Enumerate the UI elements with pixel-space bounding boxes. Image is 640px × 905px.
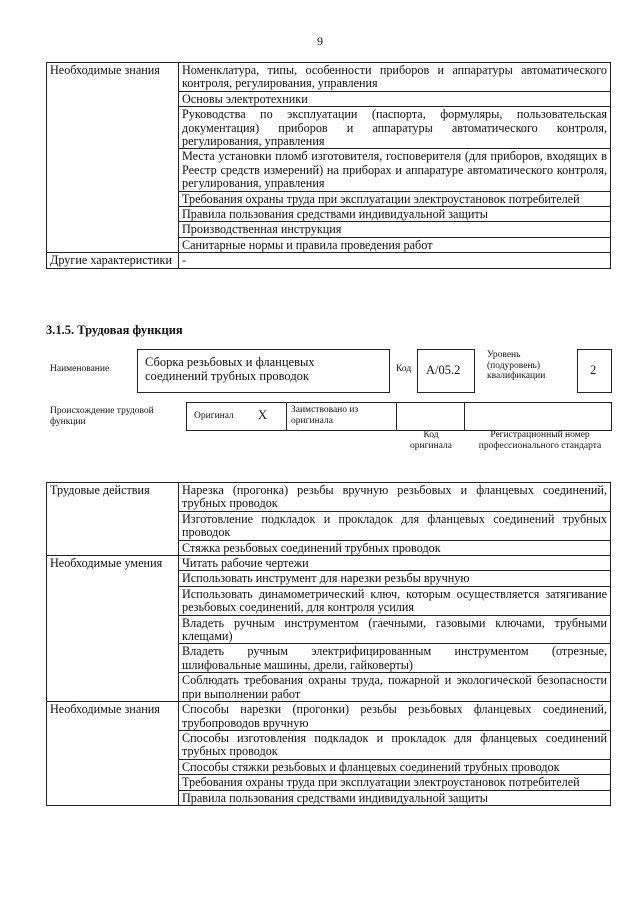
page-number: 9	[317, 34, 323, 48]
code-caption: Код оригинала	[410, 430, 452, 451]
level-box	[577, 349, 612, 393]
row-item: Номенклатура, типы, особенности приборов и аппаратуры автоматического контроля, регулирования, управления	[179, 63, 611, 92]
row-label: Другие характеристики	[47, 253, 179, 268]
table-row	[47, 63, 611, 92]
name-value: Сборка резьбовых и фланцевых соединений трубных проводок	[145, 355, 315, 383]
reg-caption: Регистрационный номер профессионального стандарта	[478, 430, 602, 451]
table-row	[47, 483, 611, 512]
row-item: Санитарные нормы и правила проведения работ	[179, 237, 611, 252]
function-table	[46, 482, 611, 806]
row-label: Необходимые знания	[47, 702, 179, 806]
table-row	[47, 253, 611, 268]
divider	[286, 402, 287, 430]
row-item: Места установки пломб изготовителя, госповерителя (для приборов, входящих в Реестр средств измерений) на приборах и аппаратуре автоматического контроля, регулирования, управления	[179, 149, 611, 191]
row-item: Производственная инструкция	[179, 222, 611, 237]
divider	[396, 402, 397, 430]
row-item: Способы нарезки (прогонки) резьбы резьбовых фланцевых соединений, трубопроводов вручную	[179, 702, 611, 731]
row-item: Изготовление подкладок и прокладок для фланцевых соединений трубных проводок	[179, 511, 611, 540]
name-label: Наименование	[50, 364, 110, 374]
row-item: Соблюдать требования охраны труда, пожарной и экологической безопасности при выполнении работ	[179, 673, 611, 702]
borrowed-label: Заимствовано из оригинала	[291, 405, 359, 426]
row-item: Владеть ручным электрифицированным инструментом (отрезные, шлифовальные машины, дрели, гайковерты)	[179, 644, 611, 673]
row-label: Трудовые действия	[47, 483, 179, 556]
table-row	[47, 702, 611, 731]
code-value: А/05.2	[426, 363, 461, 377]
code-box	[417, 349, 475, 393]
row-item: Читать рабочие чертежи	[179, 556, 611, 571]
original-mark: X	[258, 408, 268, 422]
name-box	[137, 349, 390, 393]
row-item: Способы стяжки резьбовых и фланцевых соединений трубных проводок	[179, 759, 611, 774]
code-label: Код	[396, 364, 412, 374]
row-label: Необходимые знания	[47, 63, 179, 253]
row-item: Использовать динамометрический ключ, которым осуществляется затягивание резьбовых соединений, для контроля усилия	[179, 586, 611, 615]
row-item: Использовать инструмент для нарезки резьбы вручную	[179, 571, 611, 586]
origin-box	[186, 402, 612, 431]
row-item: Правила пользования средствами индивидуальной защиты	[179, 207, 611, 222]
row-label: Необходимые умения	[47, 556, 179, 702]
row-item: Требования охраны труда при эксплуатации электроустановок потребителей	[179, 775, 611, 790]
row-item: Основы электротехники	[179, 91, 611, 106]
row-item: Способы изготовления подкладок и прокладок для фланцевых соединений трубных проводок	[179, 730, 611, 759]
section-title: 3.1.5. Трудовая функция	[46, 323, 183, 337]
original-label: Оригинал	[194, 411, 234, 421]
knowledge-table	[46, 62, 611, 269]
origin-label: Происхождение трудовой функции	[50, 406, 154, 427]
table-row	[47, 556, 611, 571]
row-item: Требования охраны труда при эксплуатации электроустановок потребителей	[179, 191, 611, 206]
row-item: Правила пользования средствами индивидуальной защиты	[179, 790, 611, 805]
row-item: Владеть ручным инструментом (гаечными, газовыми ключами, трубными клещами)	[179, 615, 611, 644]
row-item: Нарезка (прогонка) резьбы вручную резьбовых и фланцевых соединений, трубных проводок	[179, 483, 611, 512]
level-label: Уровень (подуровень) квалификации	[487, 350, 546, 381]
divider	[464, 402, 465, 430]
row-item: Руководства по эксплуатации (паспорта, формуляры, пользовательская документация) приборов и аппаратуры автоматического контроля, регулирования, управления	[179, 107, 611, 149]
row-item: Стяжка резьбовых соединений трубных проводок	[179, 540, 611, 555]
level-value: 2	[590, 363, 597, 377]
row-item: -	[179, 253, 611, 268]
